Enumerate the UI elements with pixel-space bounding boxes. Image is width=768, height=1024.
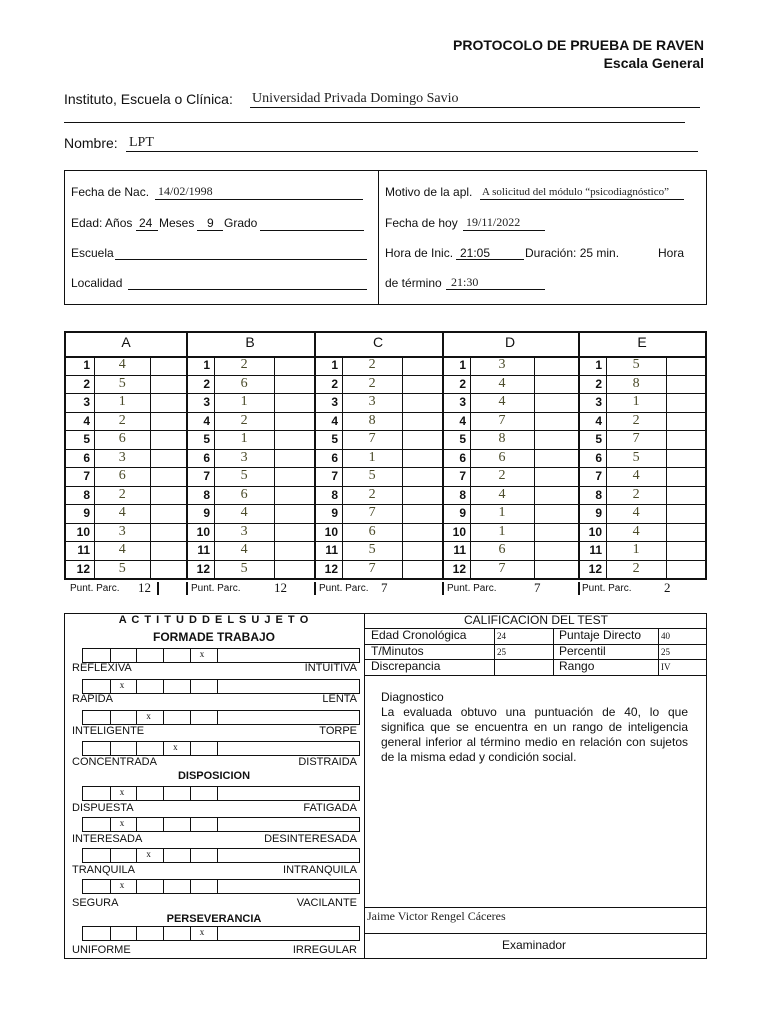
partial-score-label: Punt. Parc.: [191, 583, 241, 594]
disposition-header: DISPOSICION: [177, 770, 251, 782]
scale-row: [82, 879, 360, 894]
grade-label: Grado: [224, 216, 258, 230]
diagnosis-label: Diagnostico: [381, 690, 444, 704]
answer-cell[interactable]: 3: [368, 394, 376, 409]
scale-row: [82, 848, 360, 863]
row-number: 4: [595, 413, 602, 428]
chrono-age-value[interactable]: 24: [497, 631, 506, 641]
trait-right-label: LENTA: [322, 693, 357, 705]
scale-cell-separator: [190, 680, 191, 693]
scale-cell-separator: [217, 742, 218, 755]
trait-left-label: SEGURA: [72, 897, 119, 909]
trait-left-label: TRANQUILA: [72, 864, 135, 876]
time-value[interactable]: 25: [497, 647, 506, 657]
answer-cell[interactable]: 4: [118, 357, 126, 372]
row-number: 7: [459, 469, 466, 483]
scale-cell-separator: [163, 649, 164, 662]
trait-right-label: INTRANQUILA: [283, 864, 357, 876]
scale-mark[interactable]: x: [119, 680, 125, 690]
row-number: 5: [203, 432, 210, 446]
time-label: T/Minutos: [371, 644, 424, 658]
answer-cell[interactable]: 1: [498, 523, 506, 539]
partial-score-divider: [442, 582, 444, 595]
row-number: 5: [331, 432, 338, 446]
scale-row: [82, 679, 360, 694]
row-number: 9: [203, 506, 210, 520]
name-value[interactable]: LPT: [129, 135, 154, 150]
answer-cell[interactable]: 4: [118, 505, 126, 520]
duration-label: Duración: 25 min.: [525, 246, 620, 260]
answer-cell[interactable]: 5: [368, 468, 376, 483]
percentile-label: Percentil: [559, 644, 606, 658]
trait-right-label: IRREGULAR: [292, 944, 357, 956]
scale-cell-separator: [217, 711, 218, 724]
row-number: 1: [203, 358, 210, 372]
answer-cell[interactable]: 6: [498, 449, 506, 465]
answer-cell[interactable]: 2: [498, 468, 506, 483]
row-number: 5: [459, 432, 466, 446]
trait-left-label: RAPIDA: [72, 693, 113, 705]
answer-cell[interactable]: 5: [368, 542, 376, 557]
scale-cell-separator: [190, 787, 191, 800]
row-number: 4: [83, 413, 90, 428]
answer-cell[interactable]: 2: [632, 486, 640, 502]
age-years[interactable]: 24: [139, 216, 153, 230]
trait-left-label: INTELIGENTE: [72, 725, 145, 737]
scale-cell-separator: [163, 742, 164, 755]
end-label-2: de término: [385, 276, 442, 290]
answer-cell[interactable]: 7: [368, 560, 376, 576]
row-number: 11: [325, 543, 338, 557]
row-number: 3: [331, 395, 338, 409]
answer-cell[interactable]: 3: [118, 523, 126, 539]
answer-cell[interactable]: 5: [632, 357, 640, 372]
answer-cell[interactable]: 4: [498, 394, 506, 409]
institute-label: Instituto, Escuela o Clínica:: [64, 91, 233, 107]
trait-left-label: UNIFORME: [72, 944, 131, 956]
row-number: 2: [331, 376, 338, 391]
birth-label: Fecha de Nac.: [71, 185, 150, 199]
range-label: Rango: [559, 659, 595, 673]
scale-mark[interactable]: x: [199, 927, 205, 937]
partial-score-value[interactable]: 2: [664, 580, 671, 595]
partial-score-divider: [578, 582, 580, 595]
row-number: 2: [203, 376, 210, 391]
row-number: 12: [452, 561, 466, 576]
start-label: Hora de Inic.: [385, 246, 454, 260]
partial-score-divider: [314, 582, 316, 595]
info-divider: [378, 170, 379, 305]
school-line: [115, 259, 367, 260]
trait-right-label: FATIGADA: [303, 802, 357, 814]
examiner-label: Examinador: [502, 938, 567, 952]
answer-cell[interactable]: 2: [240, 412, 248, 428]
scale-row: [82, 817, 360, 832]
row-number: 7: [595, 469, 602, 483]
institute-line: [250, 107, 700, 108]
row-number: 4: [459, 413, 466, 428]
row-number: 2: [595, 376, 602, 391]
answer-cell[interactable]: 1: [368, 449, 376, 465]
partial-score-label: Punt. Parc.: [582, 583, 632, 594]
answer-cell[interactable]: 2: [240, 357, 248, 372]
locality-line: [128, 289, 367, 290]
answer-cell[interactable]: 6: [368, 523, 376, 539]
grid-inner-line: [274, 356, 275, 578]
row-number: 4: [331, 413, 338, 428]
name-line: [126, 151, 698, 152]
answer-cell[interactable]: 5: [118, 560, 126, 576]
scale-mark[interactable]: x: [146, 711, 151, 721]
scale-cell-separator: [217, 649, 218, 662]
scale-cell-separator: [217, 880, 218, 893]
scale-cell-separator: [163, 680, 164, 693]
row-number: 6: [331, 450, 338, 465]
answer-cell[interactable]: 1: [632, 394, 640, 409]
row-number: 10: [588, 524, 602, 539]
answer-cell[interactable]: 5: [118, 375, 126, 391]
scale-cell-separator: [136, 711, 137, 724]
percentile-value[interactable]: 25: [661, 647, 670, 657]
partial-score-label: Punt. Parc.: [319, 583, 369, 594]
calification-title: CALIFICACION DEL TEST: [463, 613, 609, 627]
row-number: 10: [452, 524, 466, 539]
scale-row: [82, 786, 360, 801]
row-number: 8: [203, 487, 210, 502]
partial-score-divider: [186, 582, 188, 595]
row-number: 10: [324, 524, 338, 539]
diagnosis-text[interactable]: La evaluada obtuvo una puntuación de 40, lo que significa que se encuentra en un rango de inteligencia general inferior al término medio en relación con sujetos de la misma edad y condición social.: [381, 705, 688, 764]
examiner-sign-line: [364, 933, 707, 934]
scale-mark[interactable]: x: [173, 742, 178, 752]
trait-right-label: INTUITIVA: [304, 662, 357, 674]
scale-cell-separator: [190, 711, 191, 724]
row-number: 12: [196, 561, 210, 576]
column-header-e: E: [637, 334, 647, 350]
answer-cell[interactable]: 6: [118, 431, 126, 446]
scale-row: [82, 710, 360, 725]
scale-cell-separator: [190, 742, 191, 755]
answer-cell[interactable]: 7: [498, 560, 506, 576]
column-header-a: A: [121, 334, 131, 350]
examiner-name[interactable]: Jaime Victor Rengel Cáceres: [367, 909, 506, 923]
answer-cell[interactable]: 5: [240, 560, 248, 576]
reason-label: Motivo de la apl.: [385, 185, 473, 199]
answer-cell[interactable]: 6: [498, 542, 506, 557]
scale-cell-separator: [217, 849, 218, 862]
partial-score-value[interactable]: 7: [534, 580, 541, 595]
row-number: 7: [203, 469, 210, 483]
answer-cell[interactable]: 4: [498, 486, 506, 502]
scale-cell-separator: [110, 880, 111, 893]
trait-right-label: TORPE: [319, 725, 357, 737]
row-number: 6: [203, 450, 210, 465]
trait-right-label: DESINTERESADA: [264, 833, 357, 845]
attitude-title: A C T I T U D D E L S U J E T O: [118, 614, 310, 626]
row-number: 1: [83, 358, 90, 372]
scale-cell-separator: [110, 711, 111, 724]
calc-vline-1: [494, 628, 495, 675]
scale-cell-separator: [217, 787, 218, 800]
answer-cell[interactable]: 4: [240, 505, 248, 520]
answer-cell[interactable]: 8: [368, 412, 376, 428]
answer-cell[interactable]: 3: [118, 449, 126, 465]
row-number: 5: [595, 432, 602, 446]
row-number: 9: [83, 506, 90, 520]
answer-cell[interactable]: 2: [632, 412, 640, 428]
scale-cell-separator: [217, 818, 218, 831]
scale-cell-separator: [136, 927, 137, 940]
scale-cell-separator: [110, 849, 111, 862]
scale-cell-separator: [217, 680, 218, 693]
institute-line-2: [64, 122, 685, 123]
answer-cell[interactable]: 3: [498, 357, 506, 372]
trait-right-label: VACILANTE: [296, 897, 357, 909]
grid-inner-line: [150, 356, 151, 578]
age-label: Edad: Años: [71, 216, 133, 230]
row-number: 9: [459, 506, 466, 520]
scale-cell-separator: [190, 880, 191, 893]
today-value[interactable]: 19/11/2022: [466, 215, 521, 229]
scale-cell-separator: [110, 680, 111, 693]
perseverance-header: PERSEVERANCIA: [166, 913, 262, 925]
discrepancy-label: Discrepancia: [371, 659, 441, 673]
scale-cell-separator: [110, 649, 111, 662]
partial-score-label: Punt. Parc.: [70, 583, 120, 594]
end-value[interactable]: 21:30: [451, 275, 479, 289]
calc-vline-2: [553, 628, 554, 675]
work-header: FORMADE TRABAJO: [153, 630, 275, 644]
row-number: 12: [76, 561, 90, 576]
answer-cell[interactable]: 4: [632, 505, 640, 520]
row-number: 1: [595, 358, 602, 372]
months-label: Meses: [159, 216, 195, 230]
scale-mark[interactable]: x: [199, 649, 205, 659]
direct-score-value[interactable]: 40: [661, 631, 670, 641]
form-title: PROTOCOLO DE PRUEBA DE RAVEN: [453, 37, 704, 53]
row-number: 6: [595, 450, 602, 465]
row-number: 9: [331, 506, 338, 520]
column-header-c: C: [372, 334, 384, 350]
row-number: 8: [83, 487, 90, 502]
row-number: 10: [196, 524, 210, 539]
answer-cell[interactable]: 2: [118, 486, 126, 502]
row-number: 2: [83, 376, 90, 391]
row-number: 3: [203, 395, 210, 409]
row-number: 2: [459, 376, 466, 391]
answer-cell[interactable]: 5: [632, 449, 640, 465]
reason-line: [480, 199, 684, 200]
name-label: Nombre:: [64, 135, 118, 151]
row-number: 10: [76, 524, 90, 539]
row-number: 1: [459, 358, 466, 372]
row-number: 7: [83, 469, 90, 483]
row-number: 7: [331, 469, 338, 483]
row-number: 9: [595, 506, 602, 520]
examiner-line: [364, 907, 707, 908]
grid-inner-line: [534, 356, 535, 578]
answer-cell[interactable]: 6: [240, 375, 248, 391]
answer-cell[interactable]: 6: [240, 486, 248, 502]
partial-score-value[interactable]: 12: [274, 580, 287, 595]
answer-cell[interactable]: 4: [498, 375, 506, 391]
scale-cell-separator: [163, 880, 164, 893]
answer-cell[interactable]: 1: [240, 431, 248, 446]
grade-line: [260, 230, 364, 231]
row-number: 6: [83, 450, 90, 465]
answer-cell[interactable]: 8: [632, 375, 640, 391]
today-label: Fecha de hoy: [385, 216, 458, 230]
locality-label: Localidad: [71, 276, 123, 290]
trait-left-label: CONCENTRADA: [72, 756, 157, 768]
scale-cell-separator: [110, 787, 111, 800]
calc-vline-3: [658, 628, 659, 675]
scale-cell-separator: [136, 742, 137, 755]
answer-cell[interactable]: 4: [632, 523, 640, 539]
column-header-b: B: [245, 334, 255, 350]
row-number: 6: [459, 450, 466, 465]
answer-cell[interactable]: 7: [498, 412, 506, 428]
answer-cell[interactable]: 2: [632, 560, 640, 576]
answer-cell[interactable]: 6: [118, 468, 126, 483]
partial-score-value[interactable]: 12: [138, 580, 151, 595]
scale-cell-separator: [136, 818, 137, 831]
scale-mark[interactable]: x: [119, 787, 125, 797]
row-number: 12: [588, 561, 602, 576]
answer-cell[interactable]: 4: [240, 542, 248, 557]
answer-cell[interactable]: 7: [368, 505, 376, 520]
row-number: 11: [453, 543, 466, 557]
institute-value[interactable]: Universidad Privada Domingo Savio: [252, 91, 459, 106]
scale-row: [82, 648, 360, 663]
answer-cell[interactable]: 7: [368, 431, 376, 446]
scale-cell-separator: [136, 880, 137, 893]
answer-cell[interactable]: 1: [240, 394, 248, 409]
answer-cell[interactable]: 4: [632, 468, 640, 483]
start-value[interactable]: 21:05: [460, 246, 491, 260]
row-number: 11: [197, 543, 210, 557]
answer-cell[interactable]: 7: [632, 431, 640, 446]
trait-left-label: REFLEXIVA: [72, 662, 132, 674]
scale-cell-separator: [110, 927, 111, 940]
reason-value[interactable]: A solicitud del módulo “psicodiagnóstico”: [482, 186, 669, 198]
row-number: 3: [459, 395, 466, 409]
partial-score-value[interactable]: 7: [381, 580, 388, 595]
row-number: 11: [77, 543, 90, 557]
scale-cell-separator: [163, 787, 164, 800]
scale-cell-separator: [110, 742, 111, 755]
range-value[interactable]: IV: [661, 662, 671, 672]
column-header-d: D: [504, 334, 516, 350]
answer-cell[interactable]: 1: [118, 394, 126, 409]
answer-cell[interactable]: 3: [240, 523, 248, 539]
scale-cell-separator: [136, 849, 137, 862]
partial-score-divider: [157, 582, 159, 595]
answer-cell[interactable]: 5: [240, 468, 248, 483]
birth-value[interactable]: 14/02/1998: [158, 184, 213, 198]
scale-row: [82, 741, 360, 756]
age-months-line: [197, 230, 223, 231]
scale-cell-separator: [163, 818, 164, 831]
answer-cell[interactable]: 2: [118, 412, 126, 428]
answer-cell[interactable]: 8: [498, 431, 506, 446]
scale-cell-separator: [190, 649, 191, 662]
answer-cell[interactable]: 2: [368, 486, 376, 502]
calc-line-4: [364, 675, 707, 676]
trait-left-label: INTERESADA: [72, 833, 143, 845]
grid-inner-line: [402, 356, 403, 578]
answer-cell[interactable]: 3: [240, 449, 248, 465]
answer-cell[interactable]: 2: [368, 375, 376, 391]
scale-cell-separator: [190, 927, 191, 940]
scale-cell-separator: [190, 849, 191, 862]
scale-mark[interactable]: x: [119, 818, 125, 828]
today-line: [463, 230, 545, 231]
scale-mark[interactable]: x: [119, 880, 125, 890]
row-number: 12: [324, 561, 338, 576]
row-number: 3: [595, 395, 602, 409]
scale-row: [82, 926, 360, 941]
partial-score-label: Punt. Parc.: [447, 583, 497, 594]
scale-cell-separator: [136, 680, 137, 693]
row-number: 8: [459, 487, 466, 502]
row-number: 3: [83, 395, 90, 409]
answer-cell[interactable]: 2: [368, 357, 376, 372]
direct-score-label: Puntaje Directo: [559, 628, 642, 642]
age-years-line: [136, 230, 158, 231]
row-number: 1: [331, 358, 338, 372]
end-line: [446, 289, 545, 290]
end-label-1: Hora: [658, 246, 685, 260]
answer-cell[interactable]: 1: [632, 542, 640, 557]
scale-cell-separator: [110, 818, 111, 831]
trait-left-label: DISPUESTA: [72, 802, 134, 814]
row-number: 8: [595, 487, 602, 502]
birth-line: [155, 199, 363, 200]
form-subtitle: Escala General: [603, 55, 704, 71]
scale-cell-separator: [163, 849, 164, 862]
start-line: [456, 259, 524, 260]
scale-cell-separator: [136, 787, 137, 800]
scale-cell-separator: [163, 711, 164, 724]
trait-right-label: DISTRAIDA: [298, 756, 357, 768]
row-number: 4: [203, 413, 210, 428]
row-number: 5: [83, 432, 90, 446]
answer-cell[interactable]: 4: [118, 542, 126, 557]
row-number: 11: [589, 543, 602, 557]
scale-cell-separator: [217, 927, 218, 940]
grid-inner-line: [666, 356, 667, 578]
chrono-age-label: Edad Cronológica: [371, 628, 467, 642]
age-months[interactable]: 9: [207, 216, 214, 230]
scale-cell-separator: [136, 649, 137, 662]
answer-cell[interactable]: 1: [498, 505, 506, 520]
scale-mark[interactable]: x: [146, 849, 151, 859]
school-label: Escuela: [71, 246, 114, 260]
scale-cell-separator: [190, 818, 191, 831]
scale-cell-separator: [163, 927, 164, 940]
row-number: 8: [331, 487, 338, 502]
